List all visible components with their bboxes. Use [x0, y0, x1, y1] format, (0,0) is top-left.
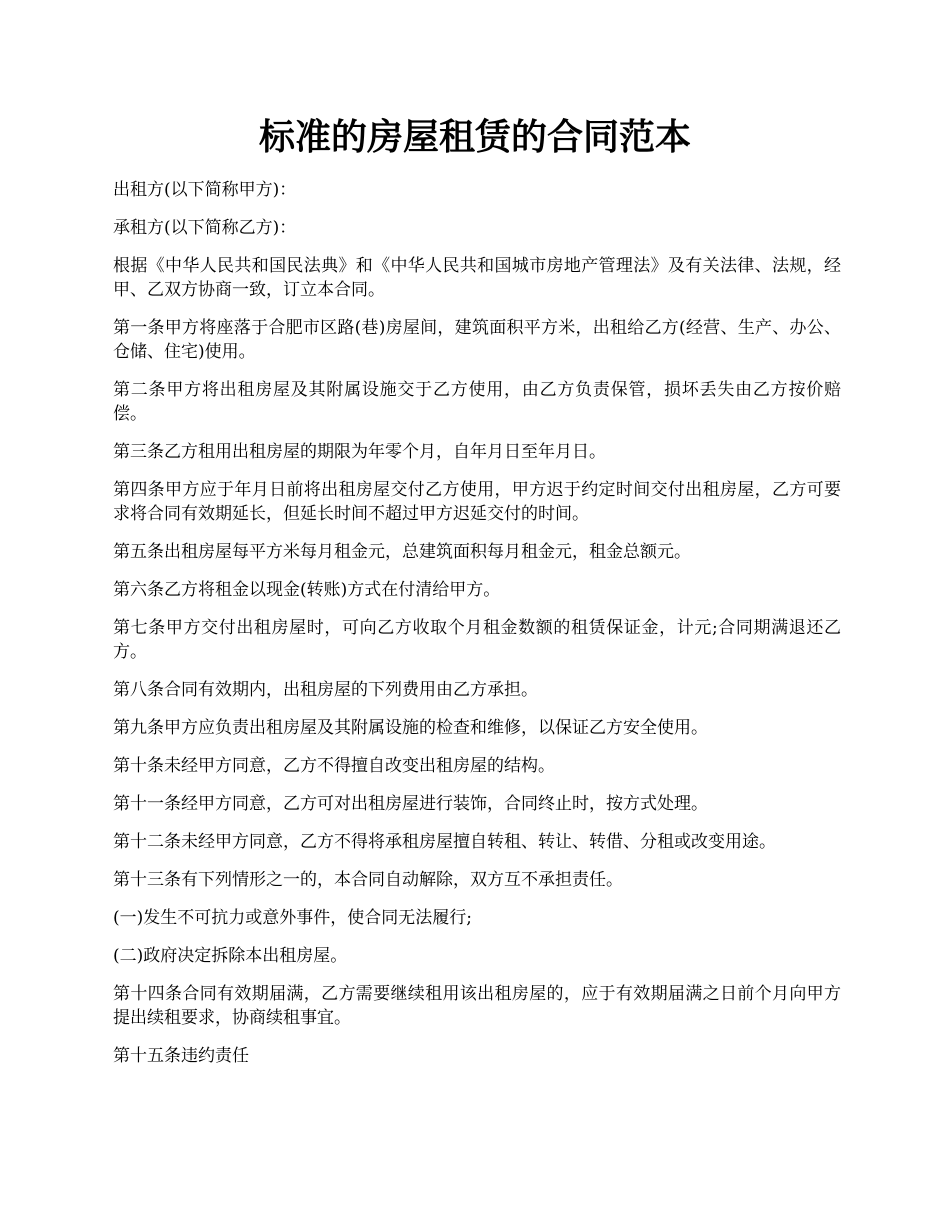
paragraph-article-3: 第三条乙方租用出租房屋的期限为年零个月，自年月日至年月日。	[113, 442, 606, 462]
paragraph-article-10: 第十条未经甲方同意，乙方不得擅自改变出租房屋的结构。	[113, 756, 555, 776]
paragraph-article-5: 第五条出租房屋每平方米每月租金元，总建筑面积每月租金元，租金总额元。	[113, 542, 691, 562]
paragraph-article-2: 第二条甲方将出租房屋及其附属设施交于乙方使用，由乙方负责保管，损坏丢失由乙方按价赔偿。	[113, 380, 841, 424]
document-title: 标准的房屋租赁的合同范本	[258, 116, 691, 158]
paragraph-article-14: 第十四条合同有效期届满，乙方需要继续租用该出租房屋的，应于有效期届满之日前个月向甲方提出续租要求，协商续租事宜。	[113, 984, 841, 1028]
paragraph-article-13: 第十三条有下列情形之一的，本合同自动解除，双方互不承担责任。	[113, 870, 623, 890]
paragraph-preamble: 根据《中华人民共和国民法典》和《中华人民共和国城市房地产管理法》及有关法律、法规，经甲、乙双方协商一致，订立本合同。	[113, 256, 841, 300]
paragraph-article-1: 第一条甲方将座落于合肥市区路(巷)房屋间，建筑面积平方米，出租给乙方(经营、生产、办公、仓储、住宅)使用。	[113, 318, 841, 362]
document-body	[113, 178, 841, 1082]
paragraph-article-15: 第十五条违约责任	[113, 1046, 249, 1066]
paragraph-article-12: 第十二条未经甲方同意，乙方不得将承租房屋擅自转租、转让、转借、分租或改变用途。	[113, 832, 776, 852]
paragraph-article-13-item-1: (一)发生不可抗力或意外事件，使合同无法履行;	[113, 908, 472, 928]
paragraph-article-11: 第十一条经甲方同意，乙方可对出租房屋进行装饰，合同终止时，按方式处理。	[113, 794, 708, 814]
paragraph-lessee: 承租方(以下简称乙方)：	[113, 218, 297, 238]
paragraph-article-13-item-2: (二)政府决定拆除本出租房屋。	[113, 946, 348, 966]
paragraph-article-6: 第六条乙方将租金以现金(转账)方式在付清给甲方。	[113, 580, 501, 600]
paragraph-article-8: 第八条合同有效期内，出租房屋的下列费用由乙方承担。	[113, 680, 538, 700]
paragraph-lessor: 出租方(以下简称甲方)：	[113, 180, 297, 200]
paragraph-article-9: 第九条甲方应负责出租房屋及其附属设施的检查和维修，以保证乙方安全使用。	[113, 718, 708, 738]
paragraph-article-4: 第四条甲方应于年月日前将出租房屋交付乙方使用，甲方迟于约定时间交付出租房屋，乙方可要求将合同有效期延长，但延长时间不超过甲方迟延交付的时间。	[113, 480, 841, 524]
paragraph-article-7: 第七条甲方交付出租房屋时，可向乙方收取个月租金数额的租赁保证金，计元;合同期满退还乙方。	[113, 618, 841, 662]
